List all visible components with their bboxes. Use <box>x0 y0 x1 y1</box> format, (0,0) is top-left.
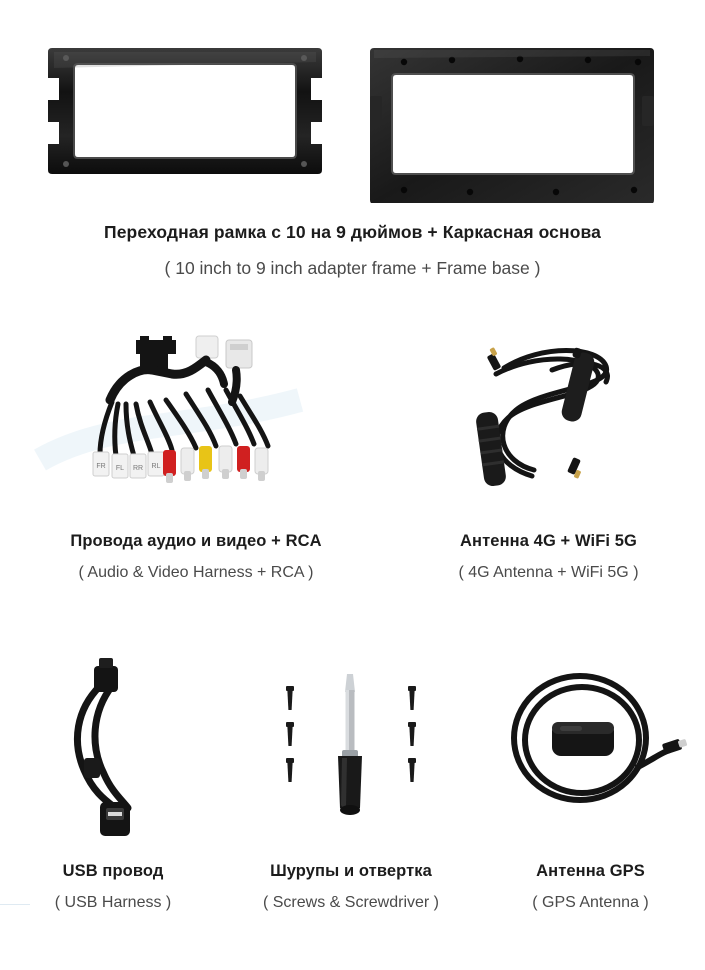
item-label-en: ( 4G Antenna + WiFi 5G ) <box>458 564 639 581</box>
usb-cable-icon <box>0 650 226 840</box>
item-label-en: ( GPS Antenna ) <box>532 894 649 911</box>
item-label-ru: Антенна GPS <box>536 862 645 880</box>
svg-text:RR: RR <box>132 465 144 472</box>
item-label-ru: Антенна 4G + WiFi 5G <box>460 532 637 550</box>
item-label-en: ( 10 inch to 9 inch adapter frame + Frame base ) <box>164 258 541 278</box>
item-label-en: ( USB Harness ) <box>54 894 172 911</box>
car-radio-frame-icon <box>0 18 705 203</box>
screwdriver-screws-icon <box>226 650 476 840</box>
svg-text:RL: RL <box>151 463 161 470</box>
item-label-en: ( Audio & Video Harness + RCA ) <box>78 564 314 581</box>
item-label-ru: Шурупы и отвертка <box>270 862 432 880</box>
wiring-harness-rca-icon <box>0 330 392 510</box>
svg-text:FR: FR <box>96 463 106 470</box>
row-usb-screws-gps <box>0 650 705 950</box>
item-antenna-4g-wifi <box>392 330 705 581</box>
svg-text:FL: FL <box>115 465 125 472</box>
item-label-en: ( Screws & Screwdriver ) <box>262 894 440 911</box>
item-screws-screwdriver <box>226 650 476 911</box>
item-label-ru: USB провод <box>62 862 164 880</box>
item-usb-harness <box>0 650 226 911</box>
item-audio-video-harness <box>0 330 392 581</box>
4g-wifi-antenna-icon <box>392 330 705 510</box>
row-harness-antenna <box>0 330 705 610</box>
gps-antenna-puck-icon <box>476 650 705 840</box>
item-label-ru: Провода аудио и видео + RCA <box>70 532 322 550</box>
item-gps-antenna <box>476 650 705 911</box>
item-label-ru: Переходная рамка с 10 на 9 дюймов + Каркасная основа <box>104 222 601 242</box>
item-adapter-frame <box>0 0 705 300</box>
